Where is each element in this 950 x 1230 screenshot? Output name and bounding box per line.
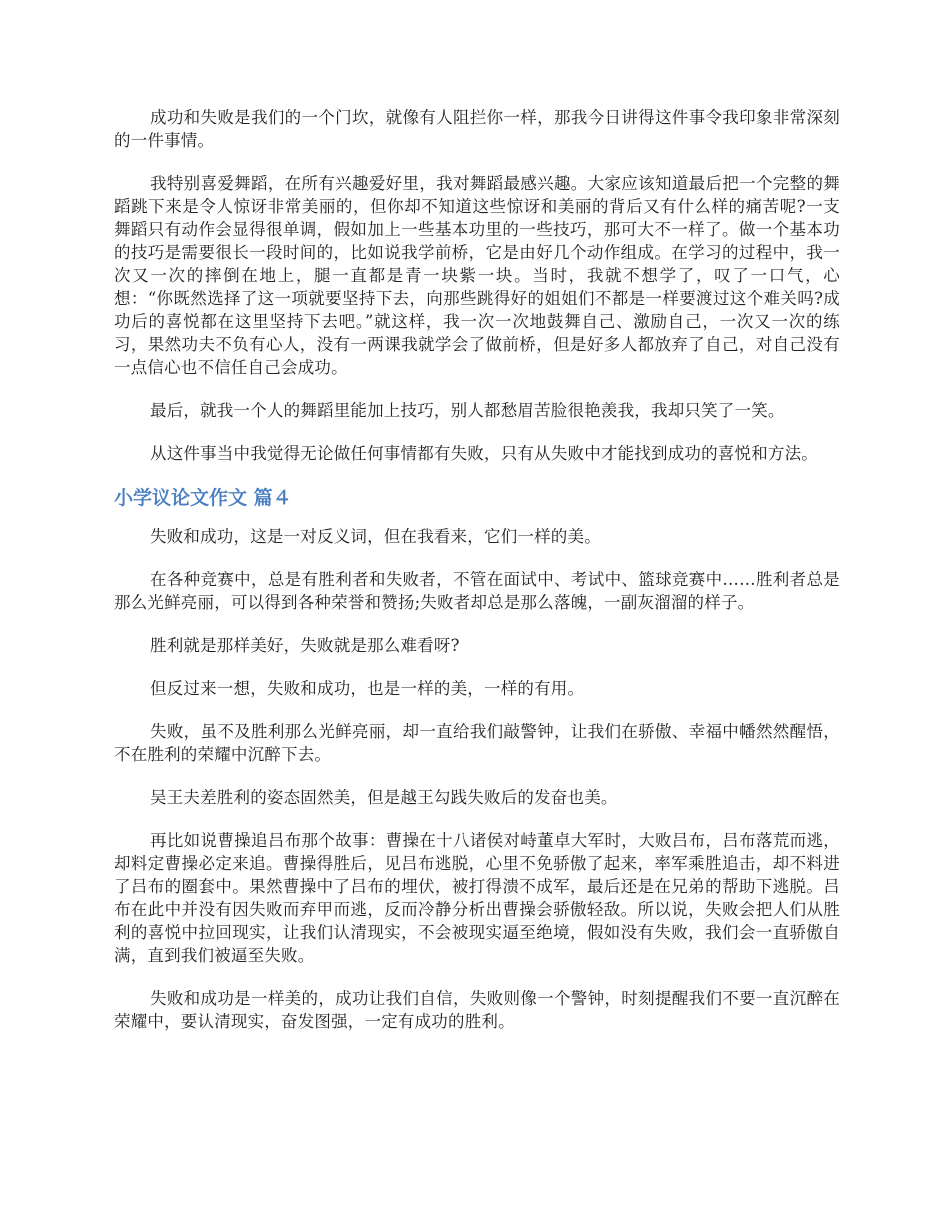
document-page [114,106,840,1053]
paragraph: 从这件事当中我觉得无论做任何事情都有失败，只有从失败中才能找到成功的喜悦和方法。 [150,444,818,463]
paragraph: 再比如说曹操追吕布那个故事：曹操在十八诸侯对峙董卓大军时，大败吕布，吕布落荒而逃，却料定曹操必定来追。曹操得胜后，见吕布逃脱，心里不免骄傲了起来，率军乘胜追击，却不料进了吕布的圈套中。果然曹操中了吕布的埋伏，被打得溃不成军，最后还是在兄弟的帮助下逃脱。吕布在此中并没有因失败而弃甲而逃，反而冷静分析出曹操会骄傲轻敌。所以说，失败会把人们从胜利的喜悦中拉回现实，让我们认清现实，不会被现实逼至绝境，假如没有失败，我们会一直骄傲自满，直到我们被逼至失败。 [114,831,840,965]
paragraph: 但反过来一想，失败和成功，也是一样的美，一样的有用。 [150,679,585,698]
paragraph: 吴王夫差胜利的姿态固然美，但是越王勾践失败后的发奋也美。 [150,788,618,807]
paragraph: 成功和失败是我们的一个门坎，就像有人阻拦你一样，那我今日讲得这件事令我印象非常深刻的一件事情。 [114,108,840,150]
paragraph: 在各种竞赛中，总是有胜利者和失败者，不管在面试中、考试中、篮球竞赛中……胜利者总是那么光鲜亮丽，可以得到各种荣誉和赞扬;失败者却总是那么落魄，一副灰溜溜的样子。 [114,570,840,612]
paragraph: 失败和成功，这是一对反义词，但在我看来，它们一样的美。 [150,527,601,546]
paragraph: 失败和成功是一样美的，成功让我们自信，失败则像一个警钟，时刻提醒我们不要一直沉醉在荣耀中，要认清现实，奋发图强，一定有成功的胜利。 [114,989,840,1031]
section-heading: 小学议论文作文 篇４ [114,487,292,509]
paragraph: 失败，虽不及胜利那么光鲜亮丽，却一直给我们敲警钟，让我们在骄傲、幸福中幡然然醒悟，不在胜利的荣耀中沉醉下去。 [114,722,840,764]
paragraph: 我特别喜爱舞蹈，在所有兴趣爱好里，我对舞蹈最感兴趣。大家应该知道最后把一个完整的舞蹈跳下来是令人惊讶非常美丽的，但你却不知道这些惊讶和美丽的背后又有什么样的痛苦呢?一支舞蹈只有动作会显得很单调，假如加上一些基本功里的一些技巧，那可大不一样了。做一个基本功的技巧是需要很长一段时间的，比如说我学前桥，它是由好几个动作组成。在学习的过程中，我一次又一次的摔倒在地上，腿一直都是青一块紫一块。当时，我就不想学了，叹了一口气，心想：“你既然选择了这一项就要坚持下去，向那些跳得好的姐姐们不都是一样要渡过这个难关吗?成功后的喜悦都在这里坚持下去吧。”就这样，我一次一次地鼓舞自己、激励自己，一次又一次的练习，果然功夫不负有心人，没有一两课我就学会了做前桥，但是好多人都放弃了自己，对自己没有一点信心也不信任自己会成功。 [114,174,840,377]
paragraph: 胜利就是那样美好，失败就是那么难看呀? [150,636,460,655]
paragraph: 最后，就我一个人的舞蹈里能加上技巧，别人都愁眉苦脸很艳羡我，我却只笑了一笑。 [150,401,785,420]
